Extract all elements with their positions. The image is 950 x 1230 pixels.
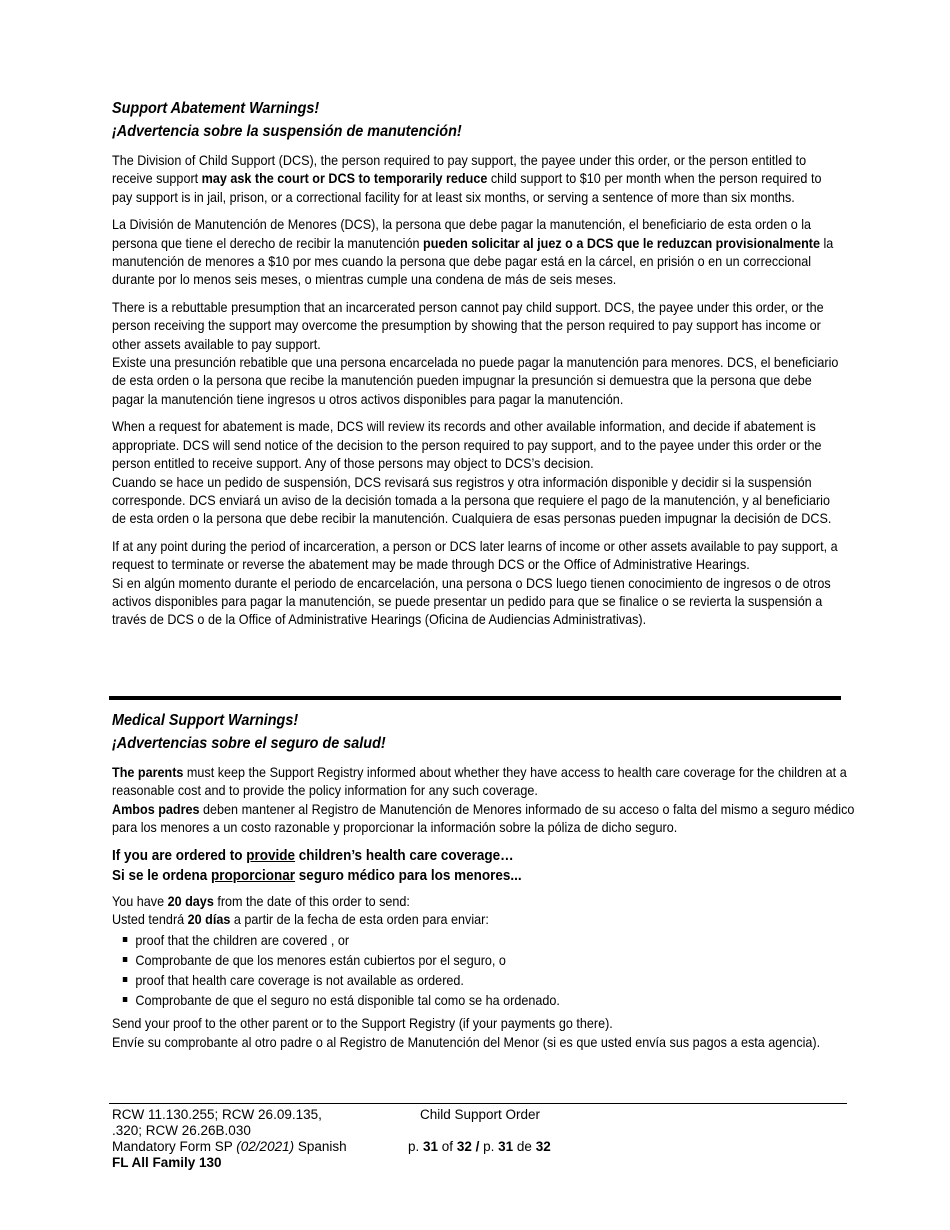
page-number: p. 31 of 32 / p. 31 de 32 <box>408 1139 551 1154</box>
medical-title-en: Medical Support Warnings! <box>112 712 299 729</box>
footer-citation: RCW 11.130.255; RCW 26.09.135, .320; RCW 26.26B.030 Mandatory Form SP (02/2021) Spanish FL All Family 130 <box>112 1107 347 1170</box>
abatement-title-es: ¡Advertencia sobre la suspensión de manutención! <box>112 122 462 140</box>
medical-paragraph-parents-es: Ambos padres deben mantener al Registro de Manutención de Menores informado de su acceso o falta del mismo a seguro médico para los menores a un costo razonable y proporcionar la información sobre la póliza de dicho seguro. <box>112 800 855 836</box>
abatement-paragraph-3-es: Existe una presunción rebatible que una persona encarcelada no puede pagar la manutención para menores. DCS, el beneficiario de esta orden o la persona que recibe la manutención pueden impugnar la presunción si demuestra que la persona que debe pagar la manutención tiene ingresos u otros activos disponibles para pagar la manutención. <box>112 354 839 407</box>
list-item: proof that the children are covered , or <box>135 930 855 950</box>
abatement-title-en: Support Abatement Warnings! <box>112 100 320 117</box>
abatement-paragraph-1: The Division of Child Support (DCS), the person required to pay support, the payee under this order, or the person entitled to receive support may ask the court or DCS to temporarily reduce child support to $10 per month when the person required to pay support is in jail, prison, or a correctional facility for at least six months, or serving a sentence of more than six months. <box>112 152 822 205</box>
abatement-paragraph-5: If at any point during the period of incarceration, a person or DCS later learns of income or other assets available to pay support, a request to terminate or reverse the abatement may be made through DCS or the Office of Administrative Hearings. <box>112 537 838 573</box>
proof-list <box>112 930 855 1010</box>
footer-divider <box>109 1103 847 1104</box>
section-divider <box>109 696 841 700</box>
abatement-paragraph-2: La División de Manutención de Menores (DCS), la persona que debe pagar la manutención, el beneficiario de esta orden o la persona que tiene el derecho de recibir la manutención pueden solicitar al juez o a DCS que le reduzcan provisionalmente la manutención de menores a $10 por mes cuando la persona que debe pagar está en la cárcel, en prisión o en un correccional durante por lo menos seis meses, o mientras cumple una condena de más de seis meses. <box>112 216 834 288</box>
list-item: Comprobante de que los menores están cubiertos por el seguro, o <box>135 950 855 970</box>
abatement-section <box>112 98 840 638</box>
coverage-heading: If you are ordered to provide children’s health care coverage… Si se le ordena proporcionar seguro médico para los menores... <box>112 846 522 884</box>
send-proof-text: Send your proof to the other parent or to the Support Registry (if your payments go there). <box>112 1015 613 1032</box>
abatement-paragraph-5-es: Si en algún momento durante el periodo de encarcelación, una persona o DCS luego tienen conocimiento de ingresos o de otros activos disponibles para pagar la manutención, se puede presentar un pedido para que se finalice o se revierta la suspensión a través de DCS o de la Office of Administrative Hearings (Oficina de Audiencias Administrativas). <box>112 574 831 628</box>
list-item: Comprobante de que el seguro no está disponible tal como se ha ordenado. <box>135 990 855 1010</box>
medical-section <box>112 710 855 1060</box>
medical-title-es: ¡Advertencias sobre el seguro de salud! <box>112 734 386 752</box>
abatement-paragraph-3: There is a rebuttable presumption that an incarcerated person cannot pay child support. DCS, the payee under this order, or the person receiving the support may overcome the presumption by showing that the person required to pay support has income or other assets available to pay support. <box>112 298 824 352</box>
footer-doc-title: Child Support Order <box>420 1107 541 1122</box>
send-proof-text-es: Envíe su comprobante al otro padre o al Registro de Manutención del Menor (si es que usted envía sus pagos a esta agencia). <box>112 1033 821 1050</box>
medical-paragraph-parents: The parents must keep the Support Registry informed about whether they have access to health care coverage for the children at a reasonable cost and to provide the policy information for any such coverage. <box>112 764 847 799</box>
deadline-text: You have 20 days from the date of this order to send: Usted tendrá 20 días a partir de la fecha de esta orden para enviar: <box>112 892 489 928</box>
list-item: proof that health care coverage is not available as ordered. <box>135 970 855 990</box>
abatement-paragraph-4: When a request for abatement is made, DCS will review its records and other available information, and decide if abatement is appropriate. DCS will send notice of the decision to the person required to pay support, and to the payee under this order or the person entitled to receive support. Any of those persons may object to DCS’s decision. <box>112 418 822 472</box>
abatement-paragraph-4-es: Cuando se hace un pedido de suspensión, DCS revisará sus registros y otra información disponible y decidir si la suspensión corresponde. DCS enviará un aviso de la decisión tomada a la persona que requiere el pago de la manutención, y al beneficiario de esta orden o la persona que debe recibir la manutención. Cualquiera de esas personas pueden impugnar la decisión de DCS. <box>112 473 832 527</box>
